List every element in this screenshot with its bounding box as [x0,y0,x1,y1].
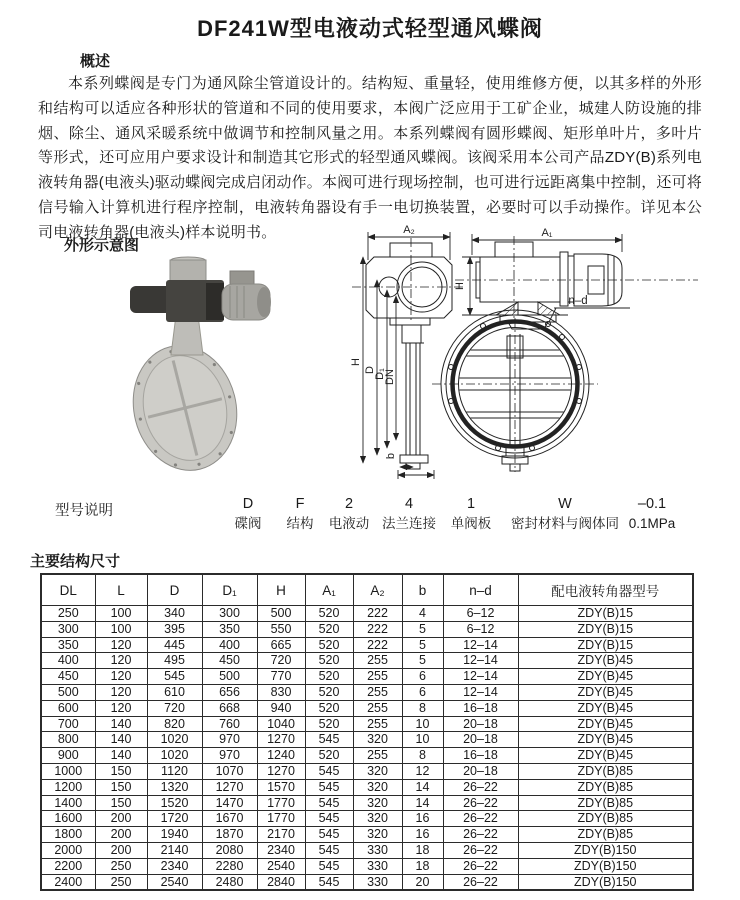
table-cell: 1800 [41,827,95,843]
table-cell: ZDY(B)150 [518,842,693,858]
table-cell: 720 [257,653,305,669]
table-column-header: 配电液转角器型号 [518,574,693,606]
table-cell: 150 [95,795,147,811]
table-cell: 1320 [147,779,202,795]
table-cell: 2400 [41,874,95,890]
table-cell: 255 [353,653,402,669]
table-cell: 250 [95,874,147,890]
table-cell: 545 [305,811,353,827]
table-cell: 520 [305,700,353,716]
table-cell: 330 [353,858,402,874]
table-cell: 320 [353,779,402,795]
table-row [41,669,693,685]
table-cell: 450 [41,669,95,685]
table-cell: 20 [402,874,443,890]
table-cell: ZDY(B)85 [518,795,693,811]
table-cell: 16 [402,827,443,843]
valve-disc [120,335,249,482]
table-cell: 12 [402,763,443,779]
table-cell: 200 [95,827,147,843]
dim-label-nd: n–d [568,295,588,307]
table-column-header: D₁ [202,574,257,606]
table-cell: 12–14 [443,653,518,669]
dim-label-h-front: H [454,282,466,290]
table-cell: ZDY(B)45 [518,748,693,764]
table-cell: 330 [353,874,402,890]
table-cell: 140 [95,716,147,732]
table-cell: 350 [41,637,95,653]
table-cell: 330 [353,842,402,858]
table-cell: 5 [402,653,443,669]
dimensions-table [40,573,694,891]
model-code-meaning: 碟阀 [234,516,262,531]
table-row [41,842,693,858]
table-cell: 1270 [202,779,257,795]
table-cell: 500 [257,606,305,622]
table-row [41,716,693,732]
table-cell: 760 [202,716,257,732]
table-cell: 545 [305,842,353,858]
table-column-header: n–d [443,574,518,606]
table-cell: 16–18 [443,700,518,716]
table-cell: 830 [257,684,305,700]
table-cell: 1470 [202,795,257,811]
table-cell: 2000 [41,842,95,858]
table-cell: 18 [402,842,443,858]
table-cell: 14 [402,795,443,811]
table-cell: 120 [95,637,147,653]
table-cell: 1720 [147,811,202,827]
table-cell: 2540 [147,874,202,890]
figure-heading: 外形示意图 [64,237,140,254]
table-cell: 1940 [147,827,202,843]
table-cell: 520 [305,637,353,653]
table-cell: 250 [41,606,95,622]
table-cell: 6–12 [443,621,518,637]
table-cell: 400 [202,637,257,653]
table-cell: 14 [402,779,443,795]
table-cell: 2840 [257,874,305,890]
table-cell: 1520 [147,795,202,811]
table-cell: 320 [353,827,402,843]
table-row [41,811,693,827]
table-cell: 350 [202,621,257,637]
table-cell: 1770 [257,795,305,811]
table-cell: 10 [402,732,443,748]
table-column-header: L [95,574,147,606]
table-row [41,621,693,637]
model-code-item [451,496,492,532]
table-cell: 450 [202,653,257,669]
dim-label-dn: DN [384,369,396,385]
table-cell: 2340 [147,858,202,874]
table-cell: 545 [305,874,353,890]
table-cell: 1270 [257,763,305,779]
table-cell: 250 [95,858,147,874]
table-cell: 16–18 [443,748,518,764]
table-cell: 20–18 [443,732,518,748]
table-cell: 970 [202,748,257,764]
table-cell: 320 [353,732,402,748]
table-cell: 6 [402,684,443,700]
table-row [41,700,693,716]
table-cell: 610 [147,684,202,700]
table-cell: 970 [202,732,257,748]
table-cell: 200 [95,842,147,858]
table-cell: 200 [95,811,147,827]
front-view-dimensions [462,234,622,315]
table-cell: 520 [305,684,353,700]
model-code-meaning: 密封材料与阀体同 [511,516,619,531]
front-view [432,236,698,472]
table-cell: 395 [147,621,202,637]
table-cell: 8 [402,748,443,764]
table-cell: 668 [202,700,257,716]
table-cell: 222 [353,637,402,653]
table-cell: 12–14 [443,669,518,685]
model-code: F [295,496,305,512]
table-cell: 2080 [202,842,257,858]
table-cell: 1000 [41,763,95,779]
table-cell: 545 [147,669,202,685]
table-cell: 20–18 [443,763,518,779]
table-cell: 2480 [202,874,257,890]
table-cell: 20–18 [443,716,518,732]
table-cell: 1120 [147,763,202,779]
table-cell: 255 [353,748,402,764]
table-cell: 10 [402,716,443,732]
table-cell: 255 [353,700,402,716]
overview-heading: 概述 [80,53,111,70]
table-cell: 222 [353,606,402,622]
table-cell: 520 [305,606,353,622]
table-cell: 100 [95,621,147,637]
table-cell: 320 [353,795,402,811]
table-row [41,874,693,890]
table-cell: 1070 [202,763,257,779]
table-cell: 320 [353,763,402,779]
table-column-header: b [402,574,443,606]
table-cell: 120 [95,653,147,669]
table-cell: 700 [41,716,95,732]
table-cell: 1600 [41,811,95,827]
model-code-item [382,496,436,532]
model-heading: 型号说明 [55,503,113,519]
table-cell: 2140 [147,842,202,858]
dimensions-heading: 主要结构尺寸 [30,553,121,570]
table-row [41,637,693,653]
table-cell: ZDY(B)45 [518,700,693,716]
model-code-item [511,496,619,532]
table-cell: 800 [41,732,95,748]
table-cell: 1040 [257,716,305,732]
overview-paragraph: 本系列蝶阀是专门为通风除尘管道设计的。结构短、重量轻，使用维修方便，以其多样的外形和结构可以适应各种形状的管道和不同的使用要求，本阀广泛应用于工矿企业，城建人防设施的排烟、除尘、通风采暖系统中做调节和控制风量之用。本系列蝶阀有圆形蝶阀、矩形单叶片，多叶片等形式，还可应用户要求设计和制造其它形式的轻型通风蝶阀。该阀采用本公司产品ZDY(B)系列电液转角器(电液头)驱动蝶阀完成启闭动作。本阀可进行现场控制，也可进行远距离集中控制，还可将信号输入计算机进行程序控制，电液转角器设有手一电切换装置，必要时可以手动操作。详见本公司电液转角器(电液头)样本说明书。 [38,75,702,241]
table-cell: ZDY(B)45 [518,716,693,732]
model-code-item [629,496,676,532]
table-cell: 120 [95,700,147,716]
table-cell: 150 [95,779,147,795]
table-cell: 545 [305,763,353,779]
table-cell: 545 [305,858,353,874]
table-cell: 500 [202,669,257,685]
table-cell: ZDY(B)45 [518,669,693,685]
table-cell: 2540 [257,858,305,874]
dim-label-a2: A₂ [403,224,415,236]
table-header [41,574,693,606]
table-cell: 1870 [202,827,257,843]
table-cell: ZDY(B)15 [518,637,693,653]
table-row [41,653,693,669]
table-cell: 340 [147,606,202,622]
table-cell: 1400 [41,795,95,811]
table-cell: 6–12 [443,606,518,622]
table-cell: 222 [353,621,402,637]
table-cell: 445 [147,637,202,653]
model-code-item [287,496,314,532]
model-code: 2 [344,496,354,512]
table-cell: 550 [257,621,305,637]
table-cell: 665 [257,637,305,653]
table-cell: 26–22 [443,842,518,858]
table-cell: 770 [257,669,305,685]
dim-label-h-side: H [350,358,362,366]
table-cell: 255 [353,669,402,685]
table-cell: 18 [402,858,443,874]
table-cell: ZDY(B)45 [518,653,693,669]
table-cell: 12–14 [443,684,518,700]
table-row [41,779,693,795]
table-cell: 545 [305,827,353,843]
table-cell: 255 [353,716,402,732]
table-row [41,748,693,764]
table-cell: 16 [402,811,443,827]
table-cell: 2280 [202,858,257,874]
table-row [41,858,693,874]
table-cell: 8 [402,700,443,716]
model-code-meaning: 单阀板 [450,516,492,531]
table-row [41,827,693,843]
table-cell: 26–22 [443,874,518,890]
model-code: W [558,496,572,512]
dim-label-d1: D₁ [374,368,386,380]
table-column-header: A₂ [353,574,402,606]
model-code: 1 [466,496,476,512]
table-cell: 656 [202,684,257,700]
table-cell: ZDY(B)15 [518,606,693,622]
table-column-header: DL [41,574,95,606]
table-row [41,732,693,748]
table-cell: 2200 [41,858,95,874]
table-cell: 140 [95,732,147,748]
table-column-header: A₁ [305,574,353,606]
table-cell: 545 [305,732,353,748]
model-code: D [242,496,254,512]
table-cell: 26–22 [443,795,518,811]
table-column-header: D [147,574,202,606]
table-cell: 26–22 [443,827,518,843]
table-cell: ZDY(B)45 [518,732,693,748]
table-cell: ZDY(B)85 [518,811,693,827]
model-code-meaning: 法兰连接 [382,516,436,531]
table-cell: ZDY(B)45 [518,684,693,700]
page-title: DF241W型电液动式轻型通风蝶阀 [197,16,543,41]
table-cell: 26–22 [443,858,518,874]
table-cell: 5 [402,621,443,637]
table-cell: 300 [202,606,257,622]
table-cell: 900 [41,748,95,764]
side-view [352,238,466,469]
model-code-meaning: 0.1MPa [628,516,676,531]
valve-drawing [350,222,738,484]
table-cell: 5 [402,637,443,653]
table-cell: 100 [95,606,147,622]
table-cell: ZDY(B)150 [518,874,693,890]
table-cell: 545 [305,795,353,811]
dim-label-a1: A₁ [541,227,553,239]
table-cell: 2170 [257,827,305,843]
model-code-item [329,496,370,532]
table-cell: 320 [353,811,402,827]
table-cell: 1200 [41,779,95,795]
table-cell: 2340 [257,842,305,858]
table-row [41,684,693,700]
table-cell: 26–22 [443,779,518,795]
table-cell: 1240 [257,748,305,764]
table-cell: ZDY(B)150 [518,858,693,874]
model-code-meaning: 电液动 [328,516,370,531]
table-cell: 120 [95,669,147,685]
table-cell: 720 [147,700,202,716]
table-cell: 495 [147,653,202,669]
table-cell: ZDY(B)85 [518,779,693,795]
table-cell: 520 [305,748,353,764]
valve-photo [118,253,290,483]
table-cell: 400 [41,653,95,669]
table-cell: 1020 [147,732,202,748]
table-row [41,763,693,779]
table-cell: 520 [305,669,353,685]
table-row [41,795,693,811]
table-cell: 150 [95,763,147,779]
table-cell: 1270 [257,732,305,748]
table-cell: 545 [305,779,353,795]
dim-label-b: b [385,452,397,460]
table-cell: 1570 [257,779,305,795]
table-cell: 500 [41,684,95,700]
table-cell: 520 [305,621,353,637]
table-cell: 26–22 [443,811,518,827]
table-cell: 1020 [147,748,202,764]
table-cell: ZDY(B)85 [518,763,693,779]
table-cell: 255 [353,684,402,700]
table-cell: ZDY(B)85 [518,827,693,843]
actuator-assembly [130,257,271,322]
table-cell: 120 [95,684,147,700]
table-cell: 1770 [257,811,305,827]
model-code-item [235,496,262,532]
table-cell: 6 [402,669,443,685]
table-cell: ZDY(B)15 [518,621,693,637]
table-row [41,606,693,622]
table-cell: 600 [41,700,95,716]
table-cell: 520 [305,716,353,732]
table-cell: 140 [95,748,147,764]
model-code: –0.1 [637,496,667,512]
table-cell: 300 [41,621,95,637]
dim-label-d: D [364,366,376,374]
table-cell: 12–14 [443,637,518,653]
table-cell: 1670 [202,811,257,827]
model-code: 4 [404,496,414,512]
table-cell: 940 [257,700,305,716]
table-column-header: H [257,574,305,606]
table-cell: 520 [305,653,353,669]
model-code-meaning: 结构 [286,516,314,531]
table-cell: 4 [402,606,443,622]
table-cell: 820 [147,716,202,732]
